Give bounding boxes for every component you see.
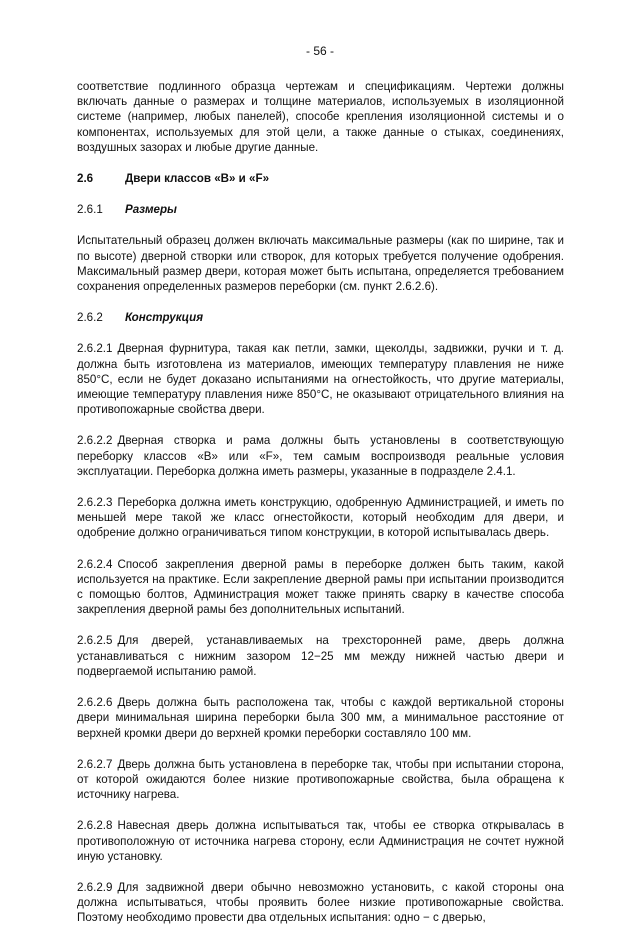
clause-number: 2.6.2.5: [77, 634, 113, 648]
clause-paragraph: [77, 433, 564, 479]
clause-text: Дверь должна быть расположена так, чтобы с каждой вертикальной стороны двери минимальная ширина переборки была 300 мм, а минимальное расстояние от верхней кромки двери до верхней кромки переборки составляло 100 мм.: [77, 696, 564, 740]
clause-number: 2.6.2.7: [77, 757, 113, 771]
clause-number: 2.6.2.6: [77, 696, 113, 710]
clause-number: 2.6.2.8: [77, 819, 113, 833]
subsection-number: 2.6.2: [77, 311, 103, 325]
dimensions-paragraph: Испытательный образец должен включать максимальные размеры (как по ширине, так и по высоте) дверной створки или створок, для которых требуется получение одобрения. Максимальный размер двери, которая может быть испытана, определяется требованием сохранения определенных размеров переборки (см. пункт 2.6.2.6).: [77, 234, 564, 294]
clause-number: 2.6.2.3: [77, 496, 113, 510]
subsection-number: 2.6.1: [77, 203, 103, 217]
subsection-title: Конструкция: [125, 311, 204, 325]
clause-text: Дверь должна быть установлена в переборке так, чтобы при испытании сторона, от которой ожидаются более низкие противопожарные свойства, была обращена к источнику нагрева.: [77, 757, 564, 802]
clause-paragraph: [77, 880, 564, 926]
clause-number: 2.6.2.9: [77, 880, 113, 894]
clause-paragraph: [77, 495, 564, 541]
clause-text: Переборка должна иметь конструкцию, одобренную Администрацией, и иметь по меньшей мере такой же класс огнестойкости, который необходим для двери, и одобрение должно ограничиваться типом конструкции, в которой испытывалась дверь.: [77, 496, 564, 540]
clause-paragraph: [77, 695, 564, 741]
subsection-heading-dimensions: [77, 202, 564, 217]
clause-paragraph: [77, 633, 564, 679]
section-title: Двери классов «B» и «F»: [125, 172, 270, 186]
subsection-title: Размеры: [125, 203, 177, 217]
subsection-heading-construction: [77, 310, 564, 325]
intro-paragraph: соответствие подлинного образца чертежам и спецификациям. Чертежи должны включать данные о размерах и толщине материалов, используемых в изоляционной системе (например, любых панелей), способе крепления изоляционной системы и о компонентах, используемых для этой цели, а также данные о стыках, соединениях, воздушных зазорах и любые другие данные.: [77, 80, 564, 154]
clause-number: 2.6.2.1: [77, 342, 113, 356]
clause-number: 2.6.2.4: [77, 557, 113, 571]
clause-text: Дверная створка и рама должны быть установлены в соответствующую переборку классов «B» или «F», тем самым воспроизводя реальные условия эксплуатации. Переборка должна иметь размеры, указанные в подразделе 2.4.1.: [77, 434, 564, 478]
clause-paragraph: [77, 341, 564, 417]
section-heading: [77, 171, 564, 186]
document-body: [77, 79, 564, 942]
clause-text: Дверная фурнитура, такая как петли, замки, щеколды, задвижки, ручки и т. д. должна быть изготовлена из материалов, имеющих температуру плавления не ниже 850°C, если не будет доказано испытаниями на огнестойкость, что другие материалы, имеющие температуру плавления ниже 850°C, не оказывают отрицательного влияния на противопожарные свойства двери.: [77, 342, 564, 417]
page-number: - 56 -: [305, 44, 334, 58]
clause-text: Навесная дверь должна испытываться так, чтобы ее створка открывалась в противоположную от источника нагрева сторону, если Администрация не сочтет нужной иную установку.: [77, 819, 564, 863]
section-number: 2.6: [77, 172, 94, 186]
clause-paragraph: [77, 557, 564, 618]
clause-number: 2.6.2.2: [77, 434, 113, 448]
clause-text: Способ закрепления дверной рамы в переборке должен быть таким, какой используется на практике. Если закрепление дверной рамы при испытании производится с помощью болтов, Администрация может также принять сварку в качестве способа закрепления дверной рамы без дополнительных испытаний.: [77, 557, 564, 617]
clause-paragraph: [77, 818, 564, 864]
clause-paragraph: [77, 757, 564, 803]
clause-text: Для дверей, устанавливаемых на трехсторонней раме, дверь должна устанавливаться с нижним зазором 12−25 мм между нижней частью двери и подвергаемой испытанию рамой.: [77, 634, 564, 678]
clause-text: Для задвижной двери обычно невозможно установить, с какой стороны она должна испытываться, чтобы проявить более низкие противопожарные свойства. Поэтому необходимо провести два отдельных испытания: одно − с дверью,: [77, 880, 564, 925]
